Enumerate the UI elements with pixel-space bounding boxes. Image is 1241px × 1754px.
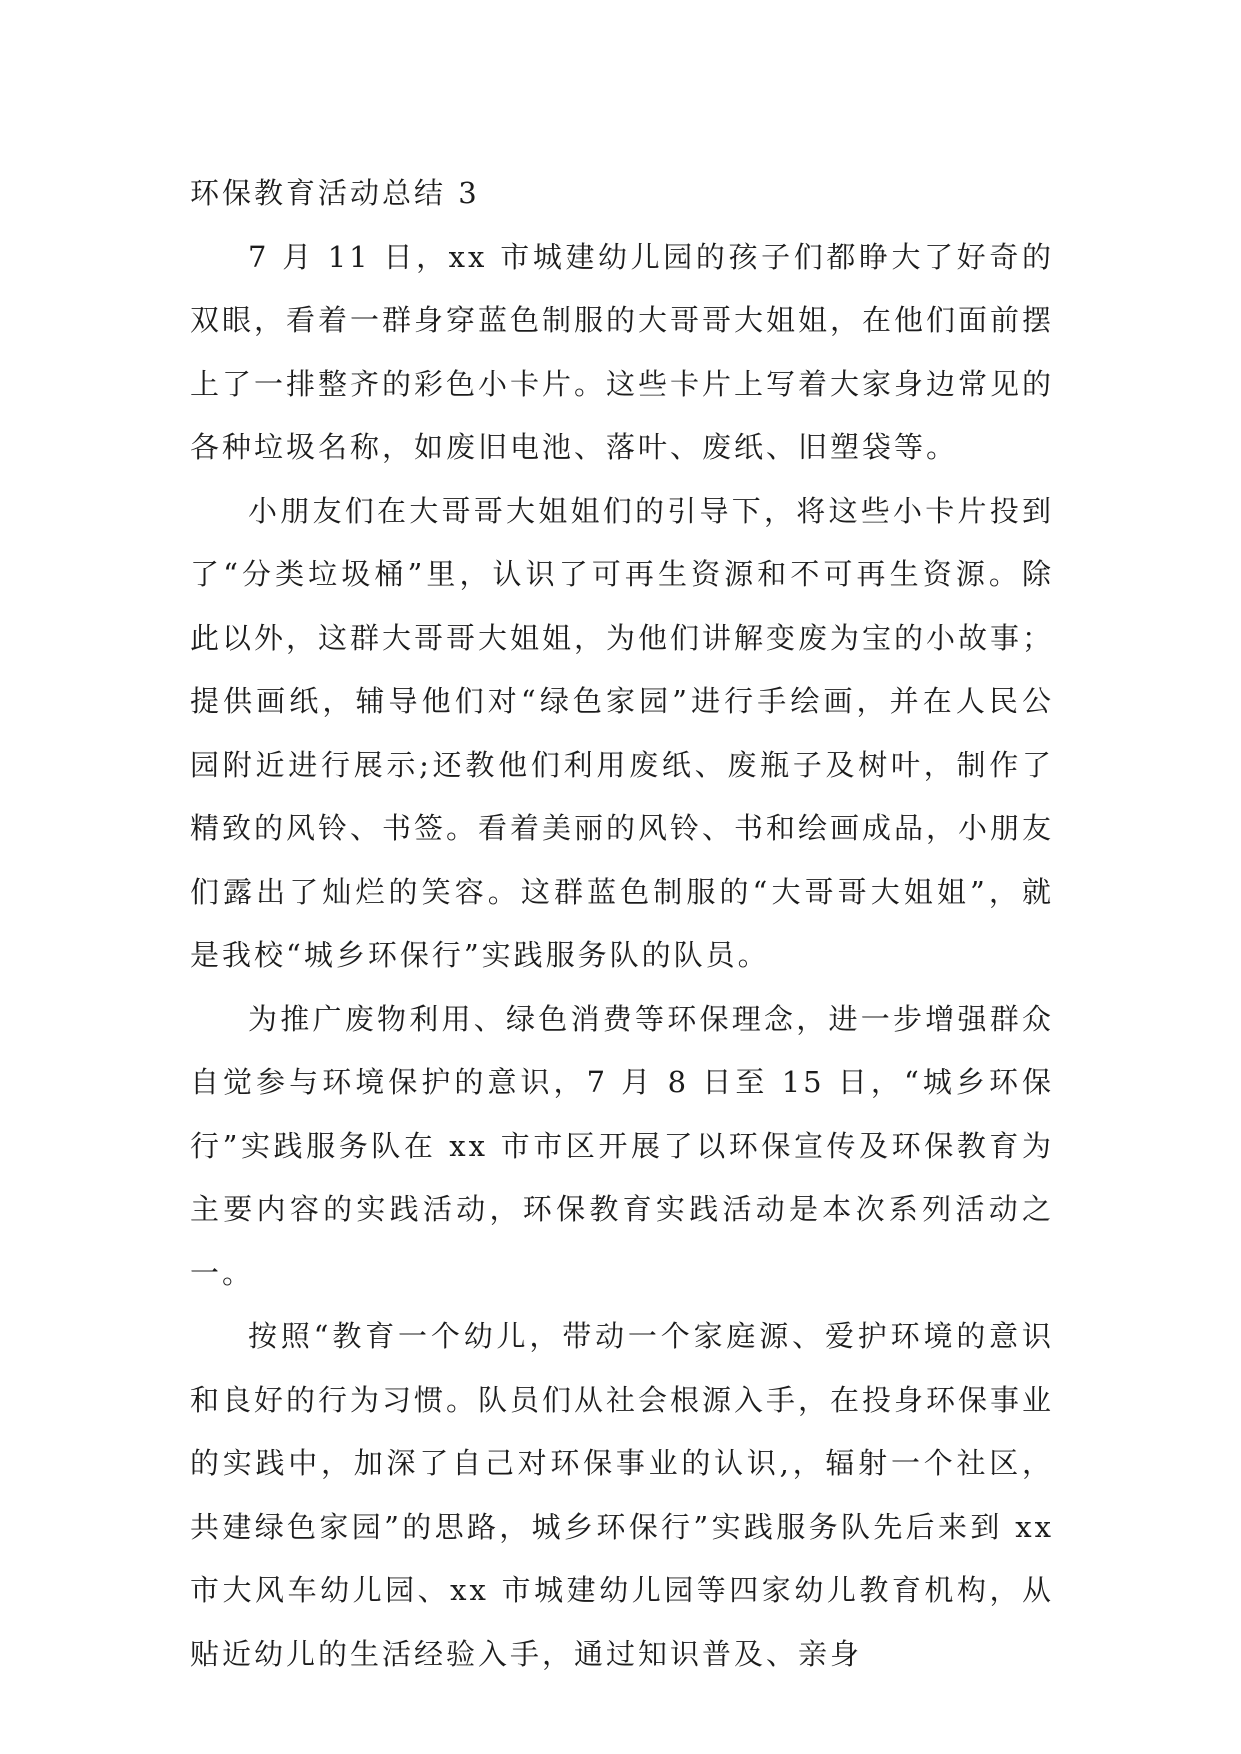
paragraph-1: 7 月 11 日，xx 市城建幼儿园的孩子们都睁大了好奇的双眼，看着一群身穿蓝色制服的大哥哥大姐姐，在他们面前摆上了一排整齐的彩色小卡片。这些卡片上写着大家身边常见的各种垃圾名称，如废旧电池、落叶、废纸、旧塑袋等。 xyxy=(190,239,1055,464)
paragraph-3: 为推广废物利用、绿色消费等环保理念，进一步增强群众自觉参与环境保护的意识，7 月 8 日至 15 日，“城乡环保行”实践服务队在 xx 市市区开展了以环保宣传及环保教育为主要内容的实践活动，环保教育实践活动是本次系列活动之一。 xyxy=(190,1001,1054,1290)
paragraph-4: 按照“教育一个幼儿，带动一个家庭源、爱护环境的意识和良好的行为习惯。队员们从社会根源入手，在投身环保事业的实践中，加深了自己对环保事业的认识,，辐射一个社区，共建绿色家园”的思路，城乡环保行”实践服务队先后来到 xx 市大风车幼儿园、xx 市城建幼儿园等四家幼儿教育机构，从贴近幼儿的生活经验入手，通过知识普及、亲身 xyxy=(190,1319,1055,1671)
document-title: 环保教育活动总结 3 xyxy=(190,176,480,210)
paragraph-2: 小朋友们在大哥哥大姐姐们的引导下，将这些小卡片投到了“分类垃圾桶”里，认识了可再生资源和不可再生资源。除此以外，这群大哥哥大姐姐，为他们讲解变废为宝的小故事；提供画纸，辅导他们对“绿色家园”进行手绘画，并在人民公园附近进行展示;还教他们利用废纸、废瓶子及树叶，制作了精致的风铃、书签。看着美丽的风铃、书和绘画成品，小朋友们露出了灿烂的笑容。这群蓝色制服的“大哥哥大姐姐”，就是我校“城乡环保行”实践服务队的队员。 xyxy=(190,493,1055,972)
document-body xyxy=(190,162,1054,1686)
